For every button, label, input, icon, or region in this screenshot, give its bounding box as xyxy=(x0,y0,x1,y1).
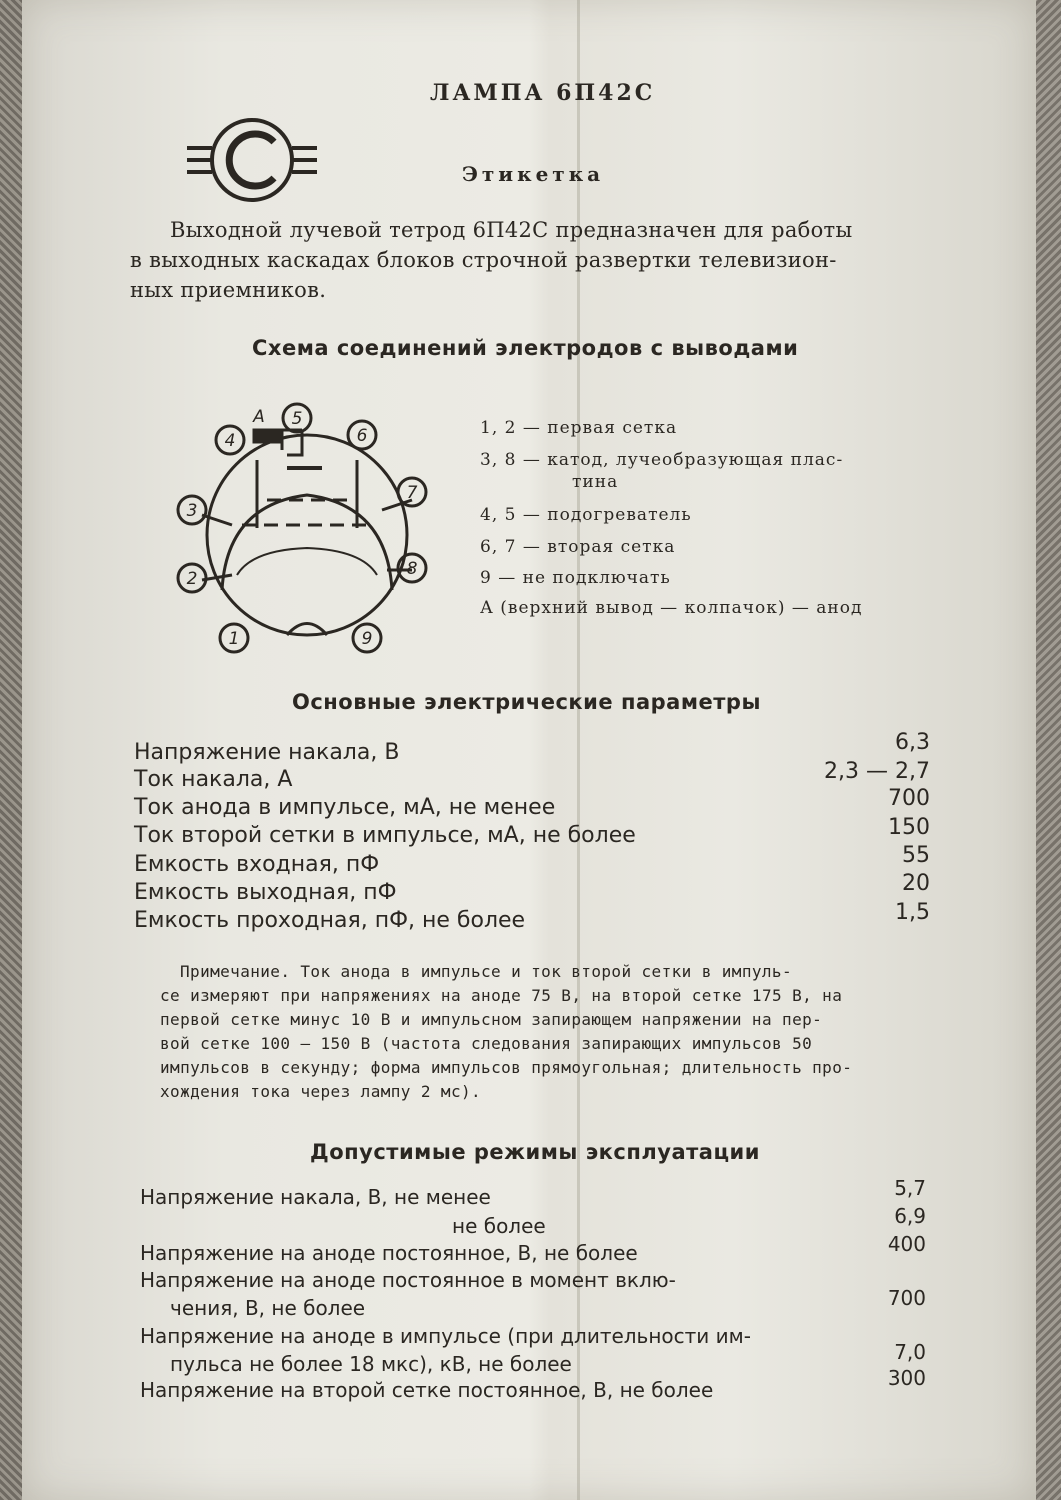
label-heading: Этикетка xyxy=(462,162,605,186)
mode-value: 5,7 xyxy=(894,1176,926,1200)
mode-label: Напряжение на второй сетке постоянное, В, не более xyxy=(140,1378,714,1402)
param-value: 6,3 xyxy=(895,730,930,755)
note-line: импульсов в секунду; форма импульсов прямоугольная; длительность про- xyxy=(160,1058,853,1077)
pin-label: А xyxy=(253,407,265,427)
params-heading: Основные электрические параметры xyxy=(292,690,761,714)
pin-label: 2 xyxy=(186,569,198,589)
pin-label: 6 xyxy=(356,426,368,446)
mode-value: 7,0 xyxy=(894,1340,926,1364)
legend-line: тина xyxy=(572,472,619,492)
background-right xyxy=(1035,0,1061,1500)
pin-label: 7 xyxy=(406,483,418,503)
param-value: 700 xyxy=(888,786,930,811)
document-title: ЛАМПА 6П42С xyxy=(430,80,656,106)
param-value: 2,3 — 2,7 xyxy=(824,759,930,784)
pin-label: 8 xyxy=(406,559,418,579)
param-label: Ток накала, А xyxy=(134,767,293,792)
mode-label: чения, В, не более xyxy=(170,1296,366,1320)
param-label: Емкость выходная, пФ xyxy=(134,880,397,905)
param-label: Напряжение накала, В xyxy=(134,740,400,765)
mode-value: 6,9 xyxy=(894,1204,926,1228)
legend-line: 1, 2 — первая сетка xyxy=(480,418,678,438)
background-left xyxy=(0,0,24,1500)
mode-value: 700 xyxy=(887,1286,926,1310)
intro-line: ных приемников. xyxy=(130,278,327,302)
param-value: 1,5 xyxy=(895,900,930,925)
mode-label: Напряжение на аноде постоянное в момент вклю- xyxy=(140,1268,676,1292)
legend-line: 3, 8 — катод, лучеобразующая плас- xyxy=(480,450,844,470)
mode-label: пульса не более 18 мкс), кВ, не более xyxy=(170,1352,572,1376)
note-line: се измеряют при напряжениях на аноде 75 В, на второй сетке 175 В, на xyxy=(160,986,843,1005)
param-label: Ток второй сетки в импульсе, мА, не более xyxy=(134,823,636,848)
param-label: Емкость проходная, пФ, не более xyxy=(134,908,526,933)
mode-label: не более xyxy=(452,1214,546,1238)
document-sheet xyxy=(22,0,1036,1500)
mode-label: Напряжение на аноде постоянное, В, не более xyxy=(140,1241,638,1265)
pin-label: 5 xyxy=(291,409,303,429)
note-line: вой сетке 100 — 150 В (частота следования запирающих импульсов 50 xyxy=(160,1034,813,1053)
pin-label: 9 xyxy=(361,629,373,649)
legend-line: 4, 5 — подогреватель xyxy=(480,505,692,525)
param-value: 150 xyxy=(888,815,930,840)
mode-value: 400 xyxy=(887,1232,926,1256)
pin-label: 1 xyxy=(228,629,240,649)
mode-value: 300 xyxy=(887,1366,926,1390)
note-line: Примечание. Ток анода в импульсе и ток второй сетки в импуль- xyxy=(180,962,793,981)
intro-line: Выходной лучевой тетрод 6П42С предназначен для работы xyxy=(170,218,853,242)
pin-label: 4 xyxy=(224,431,236,451)
mode-label: Напряжение на аноде в импульсе (при длительности им- xyxy=(140,1324,751,1348)
pin-label: 3 xyxy=(186,501,198,521)
param-label: Емкость входная, пФ xyxy=(134,852,380,877)
note-line: первой сетке минус 10 В и импульсном запирающем напряжении на пер- xyxy=(160,1010,823,1029)
legend-line: А (верхний вывод — колпачок) — анод xyxy=(480,598,863,618)
legend-line: 9 — не подключать xyxy=(480,568,671,588)
manufacturer-logo-icon xyxy=(182,110,322,210)
note-line: хождения тока через лампу 2 мс). xyxy=(160,1082,482,1101)
param-value: 20 xyxy=(902,871,930,896)
param-value: 55 xyxy=(902,843,930,868)
legend-line: 6, 7 — вторая сетка xyxy=(480,537,676,557)
intro-line: в выходных каскадах блоков строчной развертки телевизион- xyxy=(130,248,837,272)
pinout-diagram xyxy=(172,400,442,665)
param-label: Ток анода в импульсе, мА, не менее xyxy=(134,795,556,820)
modes-heading: Допустимые режимы эксплуатации xyxy=(310,1140,760,1164)
mode-label: Напряжение накала, В, не менее xyxy=(140,1185,491,1209)
scheme-heading: Схема соединений электродов с выводами xyxy=(252,336,799,360)
